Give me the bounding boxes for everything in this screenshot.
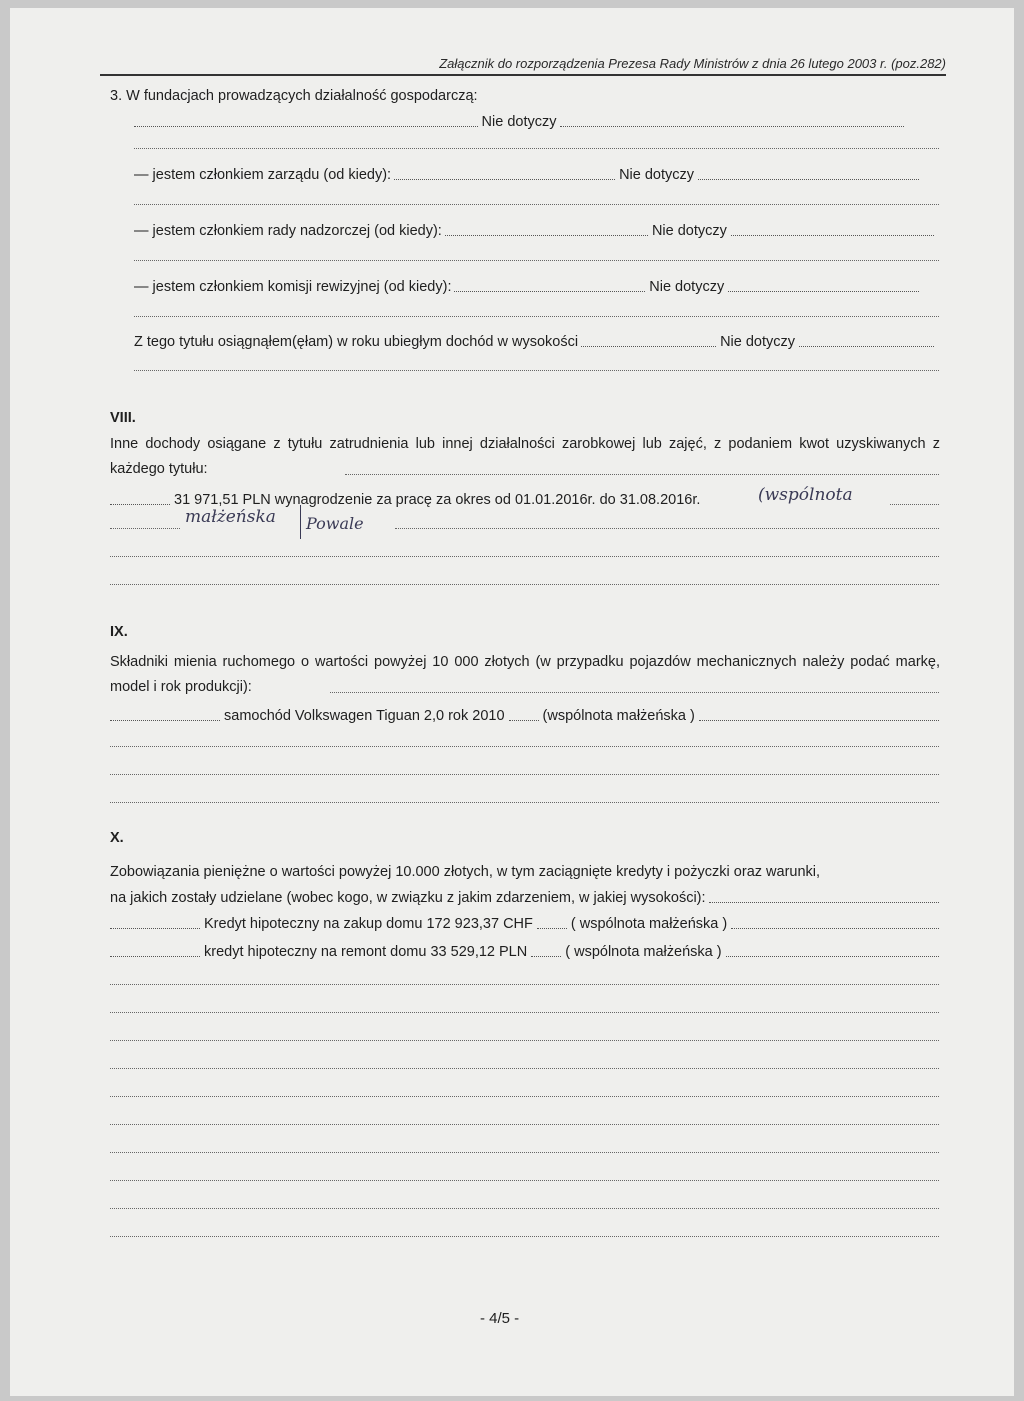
- blank-line: [134, 316, 939, 317]
- blank-line: [110, 1040, 939, 1041]
- blank-line: [110, 1124, 939, 1125]
- blank-line: [110, 1012, 939, 1013]
- blank-line: [110, 1208, 939, 1209]
- komisja-row: [134, 277, 919, 297]
- blank-line: [110, 1096, 939, 1097]
- blank-line: [395, 528, 939, 529]
- section10-description-1: Zobowiązania pieniężne o wartości powyżej 10.000 złotych, w tym zaciągnięte kredyty i pożyczki oraz warunki,: [110, 864, 821, 880]
- blank-line: [134, 204, 939, 205]
- section9-number: IX.: [110, 624, 128, 640]
- section9-description: Składniki mienia ruchomego o wartości powyżej 10 000 złotych (w przypadku pojazdów mechanicznych należy podać markę, model i rok produkcji):: [110, 654, 940, 695]
- rada-label: — jestem członkiem rady nadzorczej (od kiedy):: [134, 223, 442, 239]
- blank-line: [345, 474, 939, 475]
- rada-row: [134, 221, 934, 241]
- blank-line: [110, 746, 939, 747]
- blank-line: [134, 370, 939, 371]
- handwritten-stroke: [300, 505, 301, 539]
- section3-answer: Nie dotyczy: [481, 114, 557, 130]
- section3-title: 3. W fundacjach prowadzących działalność gospodarczą:: [110, 88, 478, 104]
- dochod-label: Z tego tytułu osiągnąłem(ęłam) w roku ubiegłym dochód w wysokości: [134, 334, 579, 350]
- blank-line: [110, 528, 180, 529]
- document-header: Załącznik do rozporządzenia Prezesa Rady Ministrów z dnia 26 lutego 2003 r. (poz.282): [439, 56, 946, 71]
- blank-line: [110, 984, 939, 985]
- zarzad-value: Nie dotyczy: [619, 167, 695, 183]
- section10-description-2: na jakich zostały udzielane (wobec kogo, w związku z jakim zdarzeniem, w jakiej wysokości):: [110, 890, 706, 906]
- blank-line: [330, 692, 939, 693]
- section10-entry-2-note: ( wspólnota małżeńska ): [565, 944, 722, 960]
- blank-line: [110, 556, 939, 557]
- handwritten-signature: Powale: [306, 514, 364, 533]
- blank-line: [110, 1068, 939, 1069]
- section9-entry: samochód Volkswagen Tiguan 2,0 rok 2010: [224, 708, 505, 724]
- zarzad-row: [134, 165, 919, 185]
- header-rule: [100, 74, 946, 76]
- handwritten-wspolnota: (wspólnota: [758, 485, 853, 505]
- section9-entry-row: [110, 706, 939, 726]
- komisja-label: — jestem członkiem komisji rewizyjnej (od kiedy):: [134, 279, 452, 295]
- section8-number: VIII.: [110, 410, 136, 426]
- page-number: - 4/5 -: [480, 1310, 520, 1327]
- section9-entry-note: (wspólnota małżeńska ): [542, 708, 695, 724]
- dochod-row: [134, 332, 934, 352]
- blank-line: [110, 1180, 939, 1181]
- blank-line: [110, 1236, 939, 1237]
- blank-line: [110, 1152, 939, 1153]
- blank-line: [110, 802, 939, 803]
- section10-entry-2: kredyt hipoteczny na remont domu 33 529,12 PLN: [204, 944, 528, 960]
- blank-line: [134, 260, 939, 261]
- zarzad-label: — jestem członkiem zarządu (od kiedy):: [134, 167, 392, 183]
- section3-answer-row: [134, 112, 904, 132]
- rada-value: Nie dotyczy: [651, 223, 727, 239]
- blank-line: [110, 584, 939, 585]
- section8-entry: 31 971,51 PLN wynagrodzenie za pracę za okres od 01.01.2016r. do 31.08.2016r.: [174, 492, 701, 508]
- section10-entry-1: Kredyt hipoteczny na zakup domu 172 923,37 CHF: [204, 916, 533, 932]
- section10-description-row: [110, 888, 939, 908]
- document-page: [10, 8, 1014, 1396]
- blank-line: [890, 504, 939, 505]
- dochod-value: Nie dotyczy: [720, 334, 796, 350]
- section10-entry-1-note: ( wspólnota małżeńska ): [570, 916, 728, 932]
- section8-description: Inne dochody osiągane z tytułu zatrudnienia lub innej działalności zarobkowej lub zajęć, z podaniem kwot uzyskiwanych z każdego tytułu:: [110, 436, 940, 477]
- komisja-value: Nie dotyczy: [649, 279, 725, 295]
- handwritten-malzenska: małżeńska: [185, 507, 276, 527]
- blank-line: [134, 148, 939, 149]
- blank-line: [110, 774, 939, 775]
- section10-entry-1-row: [110, 914, 939, 934]
- section10-number: X.: [110, 830, 124, 846]
- section10-entry-2-row: [110, 942, 939, 962]
